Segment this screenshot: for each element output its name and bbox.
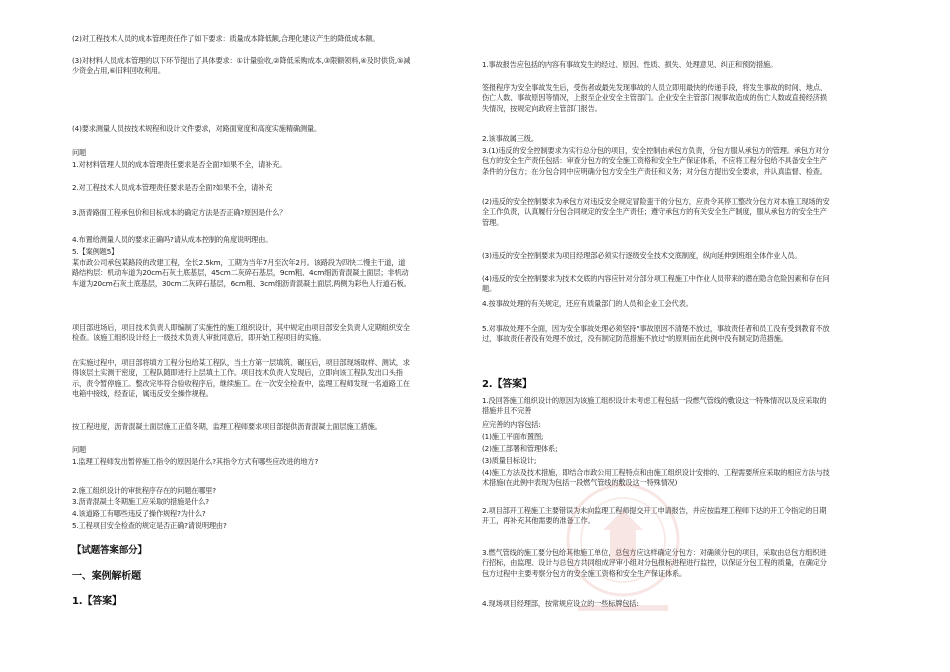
paragraph: 1.事故报告应包括的内容有事故发生的经过、原因、性质、损失、处理意见、纠正和预防措施。 [482,60,778,69]
paragraph: 应完善的内容包括: [482,420,541,429]
paragraph: 2.对工程技术人员成本管理责任要求是否全面?如果不全，请补充 [72,183,273,192]
paragraph: 3.沥青路面工程承包价和目标成本的确定方法是否正确?原因是什么？ [72,208,287,217]
paragraph: 4.布置给测量人员的要求正确吗?请从成本控制的角度说明理由。 [72,235,273,244]
paragraph: 5.【案例题5】 [72,247,119,256]
section-heading: 【试题答案部分】 [72,545,147,556]
paragraph: 3.沥青混凝土冬期施工应采取的措施是什么? [72,497,209,506]
paragraph: 2.该事故属三级。 [482,134,538,143]
paragraph: 3.燃气管线的施工要分包给其他施工单位，总包方应这样确定分包方：对确须分包的项目，采取由总包方组织进行招标，由监理、设计与总包方共同组成评审小组对分包报标进程进行监控，以保证分包工程的质量，在确定分包方过程中主要考察分包方的安全施工资格和安全生产保证体系。 [482,548,827,578]
paragraph: (3)对材料人员成本管理的以下环节提出了具体要求：①计量验收,②降低采购成本,③限额领料,④及时供货,⑤减少资金占用,⑥旧料回收利用。 [72,56,411,76]
left-column [72,0,412,672]
paragraph: 问题 [72,148,87,157]
paragraph: 5.工程项目安全检查的规定是否正确?请说明理由? [72,521,227,530]
paragraph: 4.现场项目经理部，按常规应设立的一些标牌包括: [482,599,639,608]
section-heading: 2.【答案】 [482,379,532,390]
paragraph: 4.按事故处理的有关规定，还应有质量部门的人员和企业工会代表。 [482,299,693,308]
paragraph: 项目部进场后，项目技术负责人即编制了实施性的施工组织设计，其中规定由项目部安全负责人定期组织安全检查。该施工组织设计经上一级技术负责人审批同意后，即开始工程项目的实施。 [72,323,410,343]
section-heading: 一、案例解析题 [72,571,141,582]
paragraph: 4.该道路工有哪些违反了操作规程?为什么? [72,509,206,518]
paragraph: 在实施过程中，项目部将填方工程分包给某工程队，当土方第一层填筑、碾压后，项目部现场取样、测试，求得该层土实测干密度，工程队随即进行上层填土工作。项目技术负责人发现后，立即向该工程队发出口头指示，责令暂停施工。整改完毕符合验收程序后，继续施工。在一次安全检查中，监理工程师发现一名道路工在电箱中接线，经查证，属违反安全操作规程。 [72,358,410,399]
right-column [482,0,830,672]
paragraph: (2)对工程技术人员的成本管理责任作了如下要求：质量成本降低额,合理化建议产生的降低成本额。 [72,34,380,43]
paragraph: 2.项目部开工程施工主要错误为未向监理工程师提交开工申请报告，并应按监理工程师下达的开工令指定的日期开工，再补充其他需要的准备工作。 [482,506,827,526]
section-heading: 1.【答案】 [72,596,122,607]
paragraph: (1)施工平面布置图; [482,432,544,441]
paragraph: 1.对材料管理人员的成本管理责任要求是否全面?如果不全，请补充。 [72,160,287,169]
paragraph: 5.对事故处理不全面，因为安全事故处理必须坚持"事故原因不清楚不放过，事故责任者和员工没有受到教育不放过，事故责任者没有处理不放过，没有制定防范措施不放过"的原则而在此例中没有制定防范措施。 [482,324,830,344]
paragraph: (4)要求测量人员按技术规程和设计文件要求，对路面宽度和高度实施精确测量。 [72,124,322,133]
paragraph: 签报程序为安全事故发生后，受伤者或最先发现事故的人员立即用最快的传递手段，将发生事故的时间、地点、伤亡人数、事故原因等情况，上报至企业安全主管部门。企业安全主管部门视事故造成的伤亡人数或直接经济损失情况，按规定向政府主管部门报告。 [482,83,827,113]
paragraph: (4)违反的安全控制要求为技术交底的内容应针对分部分项工程施工中作业人员带来的潜在隐含危险因素和存在问题。 [482,274,830,294]
paragraph: (3)质量目标设计; [482,456,537,465]
paragraph: 3.(1)违反的安全控制要求为实行总分包的项目，安全控制由承包方负责，分包方服从承包方的管理。承包方对分包方的安全生产责任包括：审查分包方的安全施工资格和安全生产保证体系，不应将工程分包给不具备安全生产条件的分包方；在分包合同中应明确分包方安全生产责任和义务；对分包方提出安全要求，并认真监督、检查。 [482,146,830,176]
paragraph: (4)施工方法及技术措施，即结合市政公用工程特点和由施工组织设计安排的、工程需要所应采取的相应方法与技术措施(在此例中表现为包括一段燃气管线的敷设这一特殊情况) [482,468,830,488]
paragraph: (3)违反的安全控制要求为项目经理部必须实行逐级安全技术交底制度，纵向延伸到班组全体作业人员。 [482,251,802,260]
paragraph: 按工程进度，沥青混凝土面层施工正值冬期，监理工程师要求项目部提供沥青混凝土面层施工措施。 [72,422,382,431]
paragraph: (2)施工部署和管理体系; [482,444,558,453]
paragraph: 1.没回答施工组织设计的原因为该施工组织设计未考虑工程包括一段燃气管线的敷设这一特殊情况以及应采取的措施并且不完善 [482,396,827,416]
paragraph: 问题 [72,445,87,454]
paragraph: (2)违反的安全控制要求为承包方对违反安全规定冒险蛮干的分包方，应责令其停工整改分包方对本施工现场的安全工作负责，认真履行分包合同规定的安全生产责任；遵守承包方的有关安全生产制度，服从承包方的安全生产管理。 [482,197,830,227]
paragraph: 某市政公司承包某路段的改建工程，全长2.5km，工期为当年7月至次年2月。该路段为四快二慢主干道，道路结构层：机动车道为20cm石灰土底基层，45cm二灰碎石基层，9cm粗、4cm细沥青混凝土面层；非机动车道为20cm石灰土底基层，30cm二灰碎石基层，6cm粗、3cm细沥青混凝土面层,两侧为彩色人行道石板。 [72,258,411,288]
paragraph: 2.施工组织设计的审批程序存在的问题在哪里? [72,486,216,495]
paragraph: 1.监理工程师发出暂停施工指令的原因是什么?其指令方式有哪些应改进的地方? [72,457,319,466]
